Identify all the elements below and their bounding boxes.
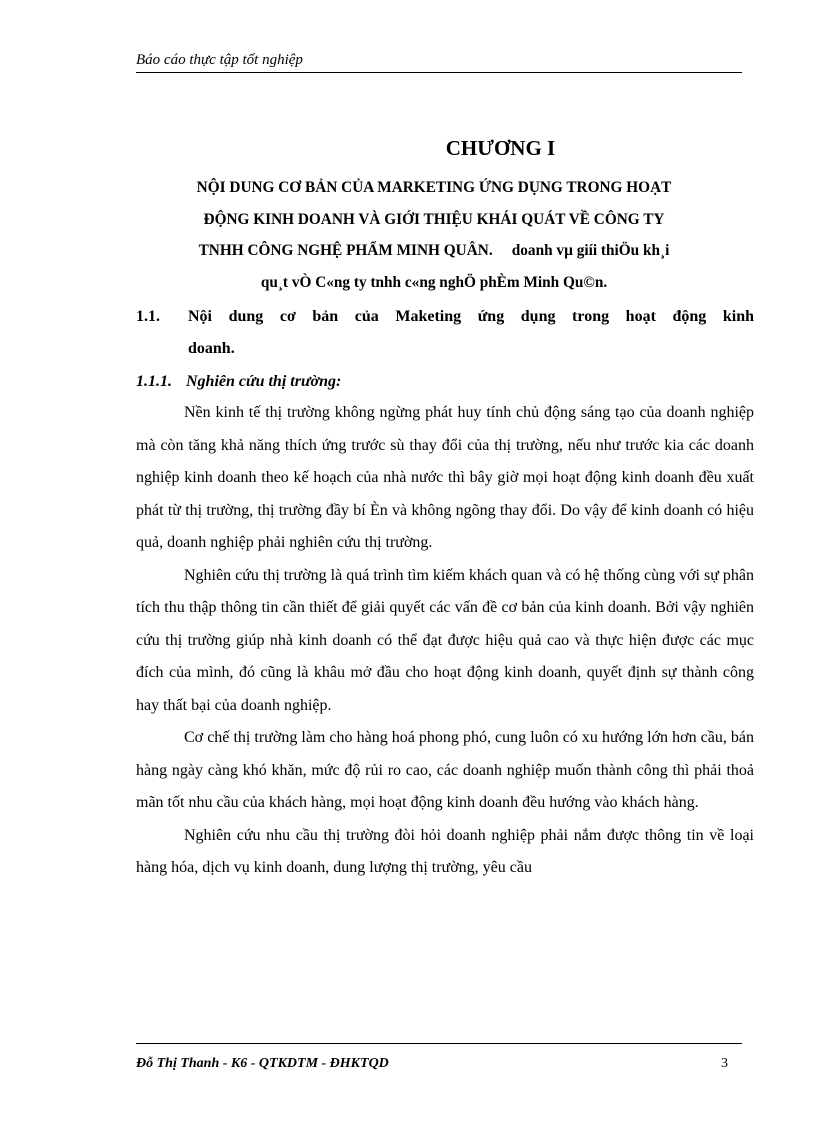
paragraph: Nghiên cứu thị trường là quá trình tìm kiếm khách quan và có hệ thống cùng với sự phân tích thu thập thông tin cần thiết để giải quyết các vấn đề cơ bản của kinh doanh. Bởi vậy nghiên cứu thị trường giúp nhà kinh doanh có thể đạt được hiệu quả cao và thực hiện được các mục đích của mình, đó cũng là khâu mở đầu cho hoạt động kinh doanh, quyết định sự thành công hay thất bại của doanh nghiệp. xyxy=(136,566,754,714)
body-text xyxy=(136,397,754,885)
section-title-line-2: doanh. xyxy=(188,340,235,357)
paragraph: Nền kinh tế thị trường không ngừng phát huy tính chủ động sáng tạo của doanh nghiệp mà còn tăng khả năng thích ứng trước sù thay đổi của thị trường, nếu như trước kia các doanh nghiệp kinh doanh theo kế hoạch của nhà nước thì bây giờ mọi hoạt động kinh doanh đều xuất phát từ thị trường, thị trường đầy bí Èn và không ngõng thay đổi. Do vậy để kinh doanh có hiệu quả, doanh nghiệp phải nghiên cứu thị trường. xyxy=(136,404,754,551)
title-line-3-text: TNHH CÔNG NGHỆ PHẨM MINH QUÂN. xyxy=(198,242,493,259)
chapter-title xyxy=(120,172,748,298)
page-footer xyxy=(136,1043,742,1074)
title-line-1: NỘI DUNG CƠ BẢN CỦA MARKETING ỨNG DỤNG TRONG HOẠT xyxy=(196,179,672,196)
page-header xyxy=(136,50,742,73)
subsection-number: 1.1.1. xyxy=(136,373,172,390)
paragraph: Cơ chế thị trường làm cho hàng hoá phong phó, cung luôn có xu hướng lớn hơn cầu, bán hàng ngày càng khó khăn, mức độ rủi ro cao, các doanh nghiệp muốn thành công thì phải thoả mãn tốt nhu cầu của khách hàng, mọi hoạt động kinh doanh đều hướng vào khách hàng. xyxy=(136,729,754,811)
title-line-2: ĐỘNG KINH DOANH VÀ GIỚI THIỆU KHÁI QUÁT VỀ CÔNG TY xyxy=(203,210,665,228)
chapter-label: CHƯƠNG I xyxy=(445,136,556,160)
subsection-title: Nghiên cứu thị trường: xyxy=(186,373,342,390)
title-line-4: qu¸t vÒ C«ng ty tnhh c«ng nghÖ phÈm Minh Qu©n. xyxy=(260,273,608,291)
title-line-3-garbled: doanh vµ giíi thiÖu kh¸i xyxy=(511,242,670,259)
section-heading-1-1 xyxy=(136,301,754,365)
paragraph: Nghiên cứu nhu cầu thị trường đòi hỏi doanh nghiệp phải nắm được thông tin về loại hàng hóa, dịch vụ kinh doanh, dung lượng thị trường, yêu cầu xyxy=(136,826,754,876)
section-number: 1.1. xyxy=(136,308,160,325)
section-title-line-1: Nội dung cơ bản của Maketing ứng dụng trong hoạt động kinh xyxy=(188,308,754,325)
header-text: Báo cáo thực tập tốt nghiệp xyxy=(136,52,303,68)
subsection-heading-1-1-1 xyxy=(136,366,341,398)
page-number: 3 xyxy=(721,1056,728,1071)
footer-author: Đỗ Thị Thanh - K6 - QTKDTM - ĐHKTQD xyxy=(136,1056,389,1071)
title-line-3 xyxy=(120,235,748,267)
